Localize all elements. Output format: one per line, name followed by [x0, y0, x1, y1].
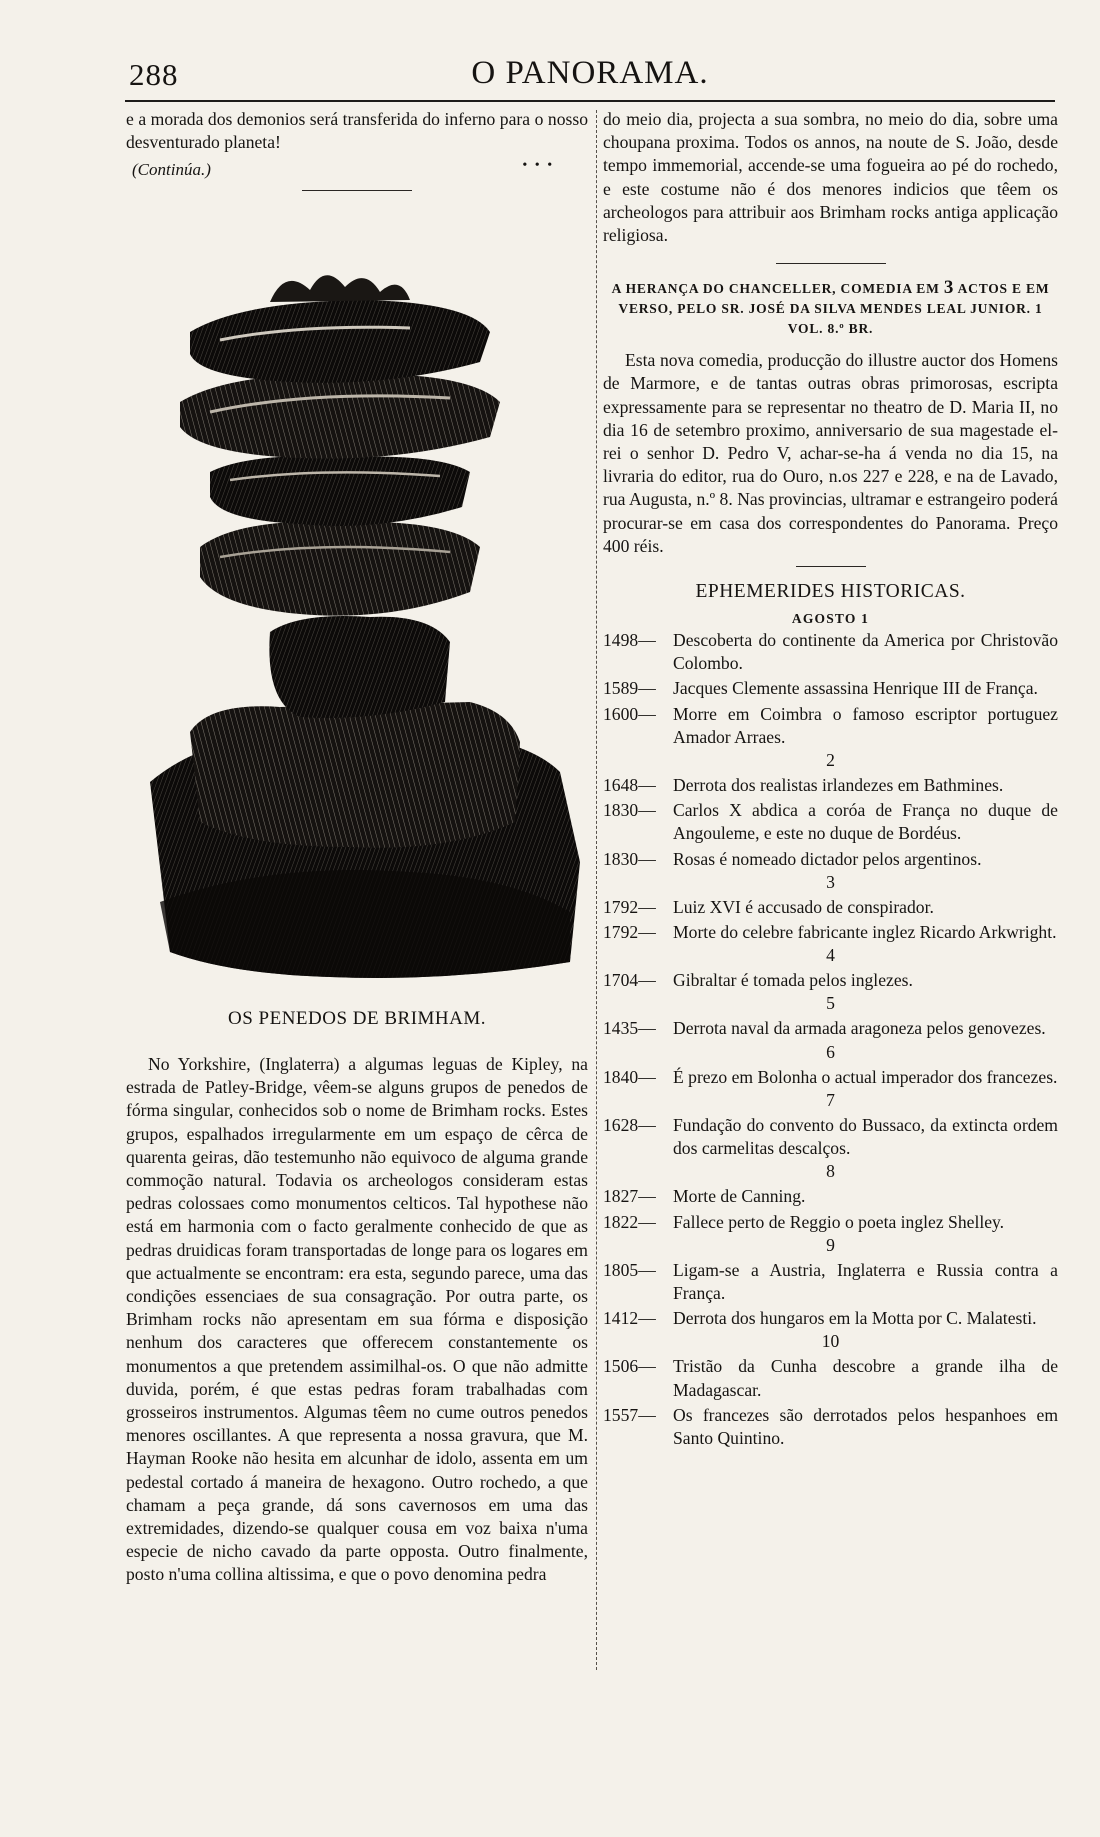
ephemeris-entry: [603, 1355, 1058, 1401]
ephemeris-text: Fundação do convento do Bussaco, da extincta ordem dos carmelitas descalços.: [673, 1114, 1058, 1159]
ephemeris-text: Carlos X abdica a coróa de França no duque de Angouleme, e este no duque de Bordéus.: [673, 800, 1058, 844]
section-rule: [302, 190, 412, 191]
ephemeris-year: 1412—: [603, 1308, 656, 1329]
ephemeris-entry: [603, 703, 1058, 749]
engraving-caption: OS PENEDOS DE BRIMHAM.: [227, 1008, 487, 1029]
announcement-head-num: 3: [943, 277, 955, 299]
ephemeris-text: Tristão da Cunha descobre a grande ilha de Madagascar.: [673, 1356, 1058, 1400]
day-number: 3: [826, 871, 835, 892]
day-number: 7: [826, 1089, 835, 1110]
ephemeris-text: Luiz XVI é accusado de conspirador.: [673, 896, 934, 917]
ephemeris-year: 1805—: [603, 1259, 656, 1280]
ephemeris-year: 1792—: [603, 922, 656, 943]
ephemeris-text: Jacques Clemente assassina Henrique III de França.: [673, 678, 1038, 699]
ephemeris-text: Morte de Canning.: [673, 1186, 806, 1207]
book-announcement-heading: [603, 278, 1058, 339]
book-announcement-text: Esta nova comedia, producção do illustre auctor dos Homens de Marmore, e de tantas outras obras primorosas, escripta expressamente para se representar no theatro de D. Maria II, no dia 16 de setembro proximo, anniversario de sua magestade el-rei o senhor D. Pedro V, achar-se-ha á venda no dia 15, na livraria do editor, rua do Ouro, n.os 227 e 228, e na de Lavado, rua Augusta, n.º 8. Nas provincias, ultramar e estrangeiro poderá procurar-se em casa dos correspondentes do Panorama. Preço 400 réis.: [603, 350, 1058, 556]
ephemeris-year: 1648—: [603, 775, 656, 796]
continua-dots: • • •: [522, 158, 554, 174]
section-rule: [776, 263, 886, 264]
day-number: 4: [826, 945, 835, 966]
brimham-article-continuation: do meio dia, projecta a sua sombra, no meio do dia, sobre uma choupana proxima. Todos os annos, na noute de S. João, desde tempo immemorial, accende-se uma fogueira ao pé do rochedo, e este costume não é dos menores indicios que têem os archeologos para attribuir aos Brimham rocks antiga applicação religiosa.: [603, 109, 1058, 246]
ephemeris-year: 1589—: [603, 678, 656, 699]
ephemeris-year: 1600—: [603, 703, 656, 724]
ephemeris-year: 1792—: [603, 896, 656, 917]
ephemeris-year: 1840—: [603, 1066, 656, 1087]
ephemeris-text: Morre em Coimbra o famoso escriptor portuguez Amador Arraes.: [673, 703, 1058, 747]
ephemeris-entry: [603, 1017, 1058, 1040]
ephemeris-year: 1827—: [603, 1186, 656, 1207]
ephemeris-entry: [603, 629, 1058, 675]
brimham-article-text: No Yorkshire, (Inglaterra) a algumas leguas de Kipley, na estrada de Patley-Bridge, vêem-se alguns grupos de penedos de fórma singular, conhecidos sob o nome de Brimham rocks. Estes grupos, espalhados irregularmente em um espaço de cêrca de quarenta geiras, dão testemunho não equivoco de alguma grande commoção natural. Todavia os archeologos consideram estas pedras colossaes como monumentos celticos. Tal hypothese não está em harmonia com o facto geralmente conhecido de que as pedras druidicas foram transportadas de longe para os logares em que actualmente se encontram: era esta, segundo parece, uma das condições essenciaes de sua consagração. Por outra parte, os Brimham rocks não apresentam em sua fórma e disposição nenhum dos caracteres que offerecem constantemente os monumentos a que pretendem assimilhal-os. O que não admitte duvida, porém, é que estas pedras foram trabalhadas com grosseiros instrumentos. Algumas têem no cume outros penedos menores oscillantes. A que representa a nossa gravura, que M. Hayman Rooke não hesita em alcunhar de idolo, assenta em um pedestal cortado á maneira de hexagono. Outro rochedo, a que chamam a peça grande, dá sons cavernosos em uma das extremidades, dizendo-se qualquer cousa em voz baixa n'uma especie de nicho cavado da parte opposta. Outro finalmente, posto n'uma collina altissima, e que o povo denomina pedra: [126, 1054, 588, 1585]
ephemeris-year: 1506—: [603, 1356, 656, 1377]
ephemeris-text: Descoberta do continente da America por Christovão Colombo.: [673, 630, 1058, 674]
ephemeris-entry: [603, 1114, 1058, 1160]
ephemeris-entry: [603, 1066, 1058, 1089]
ephemeris-text: Gibraltar é tomada pelos inglezes.: [673, 970, 913, 991]
ephemeris-text: Rosas é nomeado dictador pelos argentinos.: [673, 848, 982, 869]
ephemeris-text: Os francezes são derrotados pelos hespanhoes em Santo Quintino.: [673, 1404, 1058, 1448]
engraving-illustration: [150, 262, 580, 982]
ephemeris-year: 1830—: [603, 800, 656, 821]
ephemeris-year: 1435—: [603, 1018, 656, 1039]
ephemeris-year: 1704—: [603, 970, 656, 991]
ephemeris-year: 1822—: [603, 1211, 656, 1232]
journal-title: O PANORAMA.: [471, 55, 709, 91]
day-number: 2: [826, 750, 835, 771]
ephemeris-entry: [603, 1307, 1058, 1330]
header-rule: [125, 100, 1055, 102]
ephemeris-text: Derrota naval da armada aragoneza pelos genovezes.: [673, 1018, 1046, 1039]
column-divider: [596, 110, 598, 1670]
serial-ending-text: e a morada dos demonios será transferida do inferno para o nosso desventurado planeta!: [126, 109, 588, 153]
day-number: 6: [826, 1041, 835, 1062]
ephemeris-entry: [603, 677, 1058, 700]
announcement-head-1: A HERANÇA DO CHANCELLER, COMEDIA EM: [611, 281, 940, 297]
ephemeris-year: 1498—: [603, 630, 656, 651]
brimham-rocks-engraving: [150, 262, 580, 982]
day-number: 10: [821, 1331, 840, 1352]
ephemeris-entry: [603, 1211, 1058, 1234]
ephemeris-entry: [603, 921, 1058, 944]
ephemerides-title: EPHEMERIDES HISTORICAS.: [695, 581, 966, 603]
ephemeris-entry: [603, 896, 1058, 919]
ephemeris-year: 1830—: [603, 848, 656, 869]
ephemeris-entry: [603, 848, 1058, 871]
day-number: 9: [826, 1234, 835, 1255]
continua-note: [132, 160, 588, 184]
section-rule: [796, 566, 866, 567]
month-heading: AGOSTO 1: [791, 611, 870, 627]
ephemeris-entry: [603, 1259, 1058, 1305]
continua-label: (Continúa.): [132, 160, 211, 180]
right-column: [603, 108, 1058, 1450]
day-number: 5: [826, 993, 835, 1014]
ephemeris-text: Derrota dos hungaros em la Motta por C. Malatesti.: [673, 1308, 1037, 1329]
ephemeris-text: Fallece perto de Reggio o poeta inglez Shelley.: [673, 1211, 1005, 1232]
ephemeris-text: É prezo em Bolonha o actual imperador dos francezes.: [673, 1066, 1058, 1087]
left-column-top: [126, 108, 588, 191]
ephemeris-entry: [603, 1404, 1058, 1450]
ephemeris-entry: [603, 969, 1058, 992]
ephemeris-year: 1557—: [603, 1404, 656, 1425]
ephemeris-entry: [603, 774, 1058, 797]
ephemeris-text: Morte do celebre fabricante inglez Ricardo Arkwright.: [673, 922, 1057, 943]
ephemeris-entry: [603, 799, 1058, 845]
announcement-head-2: ACTOS E EM VERSO, PELO SR. JOSÉ DA SILVA MENDES LEAL JUNIOR.: [618, 281, 1050, 317]
day-number: 8: [826, 1161, 835, 1182]
ephemeris-entry: [603, 1185, 1058, 1208]
page-header: [125, 55, 1055, 99]
ephemeris-text: Ligam-se a Austria, Inglaterra e Russia contra a França.: [673, 1259, 1058, 1303]
ephemerides-list: [603, 611, 1058, 1450]
announcement-head-3: 1 VOL. 8.º BR.: [787, 301, 1043, 337]
page-number: 288: [129, 57, 179, 92]
brimham-article: [126, 1053, 588, 1587]
ephemeris-year: 1628—: [603, 1114, 656, 1135]
ephemeris-text: Derrota dos realistas irlandezes em Bathmines.: [673, 775, 1004, 796]
